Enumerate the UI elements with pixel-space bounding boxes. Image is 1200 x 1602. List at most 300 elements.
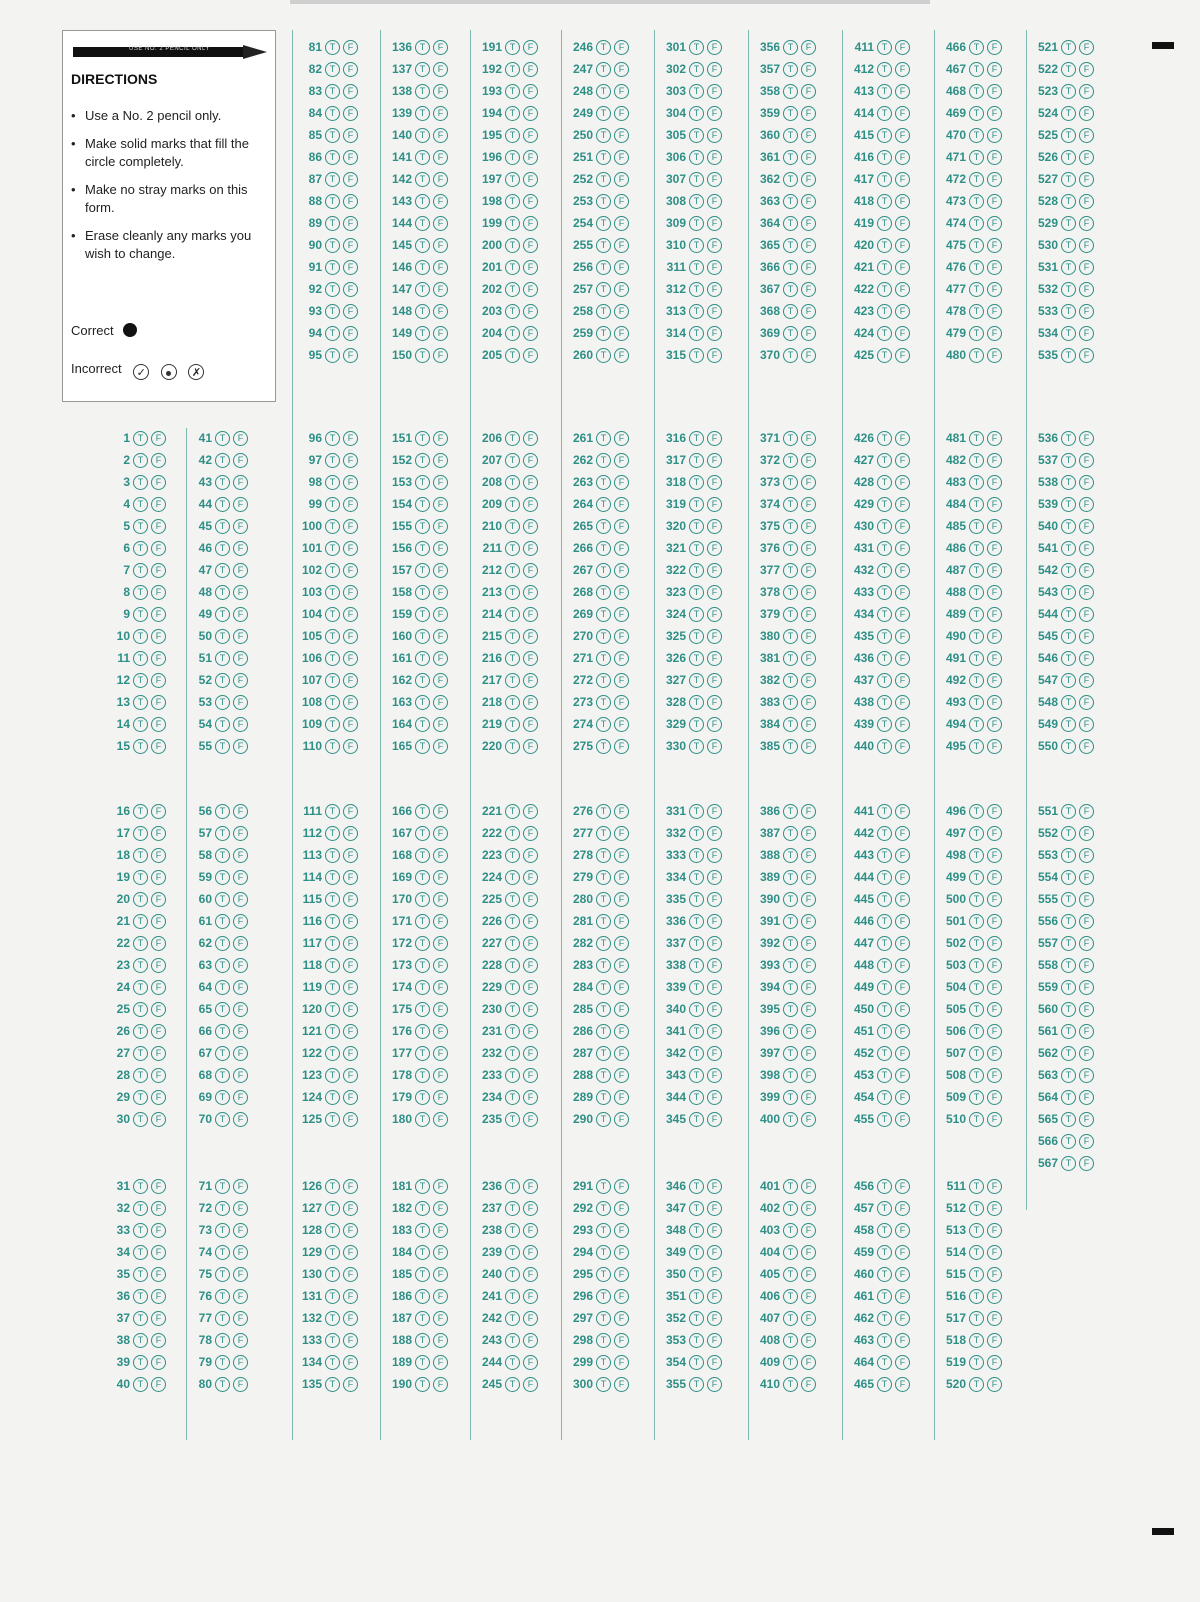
false-bubble[interactable]: F	[233, 1311, 248, 1326]
false-bubble[interactable]: F	[801, 326, 816, 341]
true-bubble[interactable]: T	[596, 1201, 611, 1216]
true-bubble[interactable]: T	[415, 172, 430, 187]
false-bubble[interactable]: F	[433, 431, 448, 446]
false-bubble[interactable]: F	[433, 673, 448, 688]
false-bubble[interactable]: F	[614, 1090, 629, 1105]
false-bubble[interactable]: F	[707, 1024, 722, 1039]
true-bubble[interactable]: T	[1061, 585, 1076, 600]
false-bubble[interactable]: F	[895, 980, 910, 995]
true-bubble[interactable]: T	[969, 585, 984, 600]
false-bubble[interactable]: F	[707, 892, 722, 907]
false-bubble[interactable]: F	[1079, 216, 1094, 231]
false-bubble[interactable]: F	[801, 673, 816, 688]
true-bubble[interactable]: T	[1061, 304, 1076, 319]
false-bubble[interactable]: F	[233, 980, 248, 995]
false-bubble[interactable]: F	[801, 475, 816, 490]
true-bubble[interactable]: T	[415, 739, 430, 754]
false-bubble[interactable]: F	[151, 1090, 166, 1105]
false-bubble[interactable]: F	[801, 804, 816, 819]
false-bubble[interactable]: F	[233, 651, 248, 666]
false-bubble[interactable]: F	[614, 348, 629, 363]
false-bubble[interactable]: F	[1079, 84, 1094, 99]
false-bubble[interactable]: F	[433, 128, 448, 143]
true-bubble[interactable]: T	[415, 84, 430, 99]
true-bubble[interactable]: T	[1061, 629, 1076, 644]
true-bubble[interactable]: T	[969, 673, 984, 688]
true-bubble[interactable]: T	[325, 326, 340, 341]
true-bubble[interactable]: T	[877, 585, 892, 600]
true-bubble[interactable]: T	[505, 216, 520, 231]
true-bubble[interactable]: T	[133, 936, 148, 951]
false-bubble[interactable]: F	[151, 1267, 166, 1282]
true-bubble[interactable]: T	[783, 431, 798, 446]
false-bubble[interactable]: F	[987, 826, 1002, 841]
true-bubble[interactable]: T	[215, 892, 230, 907]
false-bubble[interactable]: F	[151, 629, 166, 644]
false-bubble[interactable]: F	[343, 519, 358, 534]
true-bubble[interactable]: T	[689, 870, 704, 885]
true-bubble[interactable]: T	[415, 1377, 430, 1392]
false-bubble[interactable]: F	[614, 238, 629, 253]
false-bubble[interactable]: F	[987, 282, 1002, 297]
false-bubble[interactable]: F	[707, 282, 722, 297]
true-bubble[interactable]: T	[325, 216, 340, 231]
false-bubble[interactable]: F	[233, 914, 248, 929]
false-bubble[interactable]: F	[233, 541, 248, 556]
false-bubble[interactable]: F	[614, 1245, 629, 1260]
false-bubble[interactable]: F	[1079, 282, 1094, 297]
false-bubble[interactable]: F	[801, 84, 816, 99]
true-bubble[interactable]: T	[596, 804, 611, 819]
true-bubble[interactable]: T	[783, 106, 798, 121]
false-bubble[interactable]: F	[987, 717, 1002, 732]
true-bubble[interactable]: T	[1061, 194, 1076, 209]
false-bubble[interactable]: F	[343, 194, 358, 209]
false-bubble[interactable]: F	[433, 238, 448, 253]
false-bubble[interactable]: F	[895, 1289, 910, 1304]
true-bubble[interactable]: T	[133, 1179, 148, 1194]
true-bubble[interactable]: T	[133, 1333, 148, 1348]
true-bubble[interactable]: T	[969, 826, 984, 841]
false-bubble[interactable]: F	[895, 431, 910, 446]
false-bubble[interactable]: F	[523, 651, 538, 666]
false-bubble[interactable]: F	[343, 1311, 358, 1326]
true-bubble[interactable]: T	[596, 607, 611, 622]
false-bubble[interactable]: F	[801, 585, 816, 600]
false-bubble[interactable]: F	[801, 848, 816, 863]
true-bubble[interactable]: T	[1061, 541, 1076, 556]
false-bubble[interactable]: F	[151, 1223, 166, 1238]
true-bubble[interactable]: T	[325, 585, 340, 600]
false-bubble[interactable]: F	[433, 62, 448, 77]
true-bubble[interactable]: T	[783, 1024, 798, 1039]
true-bubble[interactable]: T	[689, 282, 704, 297]
false-bubble[interactable]: F	[343, 914, 358, 929]
false-bubble[interactable]: F	[801, 431, 816, 446]
true-bubble[interactable]: T	[215, 541, 230, 556]
true-bubble[interactable]: T	[877, 1333, 892, 1348]
false-bubble[interactable]: F	[151, 1002, 166, 1017]
false-bubble[interactable]: F	[433, 541, 448, 556]
true-bubble[interactable]: T	[1061, 651, 1076, 666]
false-bubble[interactable]: F	[523, 585, 538, 600]
false-bubble[interactable]: F	[151, 1046, 166, 1061]
false-bubble[interactable]: F	[343, 260, 358, 275]
true-bubble[interactable]: T	[596, 62, 611, 77]
true-bubble[interactable]: T	[877, 1112, 892, 1127]
false-bubble[interactable]: F	[987, 1112, 1002, 1127]
true-bubble[interactable]: T	[415, 541, 430, 556]
true-bubble[interactable]: T	[133, 453, 148, 468]
false-bubble[interactable]: F	[523, 695, 538, 710]
false-bubble[interactable]: F	[895, 804, 910, 819]
true-bubble[interactable]: T	[877, 892, 892, 907]
false-bubble[interactable]: F	[707, 238, 722, 253]
true-bubble[interactable]: T	[415, 216, 430, 231]
false-bubble[interactable]: F	[433, 1377, 448, 1392]
true-bubble[interactable]: T	[215, 673, 230, 688]
true-bubble[interactable]: T	[505, 673, 520, 688]
true-bubble[interactable]: T	[1061, 238, 1076, 253]
false-bubble[interactable]: F	[895, 1046, 910, 1061]
false-bubble[interactable]: F	[987, 348, 1002, 363]
true-bubble[interactable]: T	[877, 1223, 892, 1238]
false-bubble[interactable]: F	[523, 870, 538, 885]
true-bubble[interactable]: T	[415, 826, 430, 841]
true-bubble[interactable]: T	[415, 717, 430, 732]
true-bubble[interactable]: T	[689, 804, 704, 819]
true-bubble[interactable]: T	[215, 1179, 230, 1194]
false-bubble[interactable]: F	[707, 519, 722, 534]
false-bubble[interactable]: F	[233, 892, 248, 907]
false-bubble[interactable]: F	[233, 1267, 248, 1282]
true-bubble[interactable]: T	[877, 1289, 892, 1304]
false-bubble[interactable]: F	[343, 216, 358, 231]
true-bubble[interactable]: T	[415, 282, 430, 297]
true-bubble[interactable]: T	[215, 1223, 230, 1238]
true-bubble[interactable]: T	[783, 563, 798, 578]
true-bubble[interactable]: T	[969, 1311, 984, 1326]
false-bubble[interactable]: F	[707, 1289, 722, 1304]
true-bubble[interactable]: T	[415, 326, 430, 341]
false-bubble[interactable]: F	[233, 585, 248, 600]
false-bubble[interactable]: F	[523, 348, 538, 363]
false-bubble[interactable]: F	[151, 695, 166, 710]
false-bubble[interactable]: F	[801, 216, 816, 231]
false-bubble[interactable]: F	[614, 848, 629, 863]
false-bubble[interactable]: F	[895, 497, 910, 512]
false-bubble[interactable]: F	[1079, 1002, 1094, 1017]
false-bubble[interactable]: F	[343, 739, 358, 754]
true-bubble[interactable]: T	[415, 607, 430, 622]
true-bubble[interactable]: T	[689, 541, 704, 556]
true-bubble[interactable]: T	[689, 1068, 704, 1083]
true-bubble[interactable]: T	[969, 1112, 984, 1127]
false-bubble[interactable]: F	[343, 1179, 358, 1194]
false-bubble[interactable]: F	[343, 128, 358, 143]
true-bubble[interactable]: T	[1061, 695, 1076, 710]
false-bubble[interactable]: F	[151, 1377, 166, 1392]
false-bubble[interactable]: F	[1079, 673, 1094, 688]
true-bubble[interactable]: T	[969, 739, 984, 754]
true-bubble[interactable]: T	[783, 695, 798, 710]
false-bubble[interactable]: F	[801, 870, 816, 885]
false-bubble[interactable]: F	[614, 1068, 629, 1083]
true-bubble[interactable]: T	[783, 1201, 798, 1216]
true-bubble[interactable]: T	[877, 238, 892, 253]
true-bubble[interactable]: T	[877, 84, 892, 99]
true-bubble[interactable]: T	[415, 194, 430, 209]
false-bubble[interactable]: F	[343, 1289, 358, 1304]
false-bubble[interactable]: F	[614, 1289, 629, 1304]
false-bubble[interactable]: F	[233, 431, 248, 446]
false-bubble[interactable]: F	[523, 958, 538, 973]
true-bubble[interactable]: T	[969, 563, 984, 578]
false-bubble[interactable]: F	[895, 695, 910, 710]
true-bubble[interactable]: T	[415, 1002, 430, 1017]
false-bubble[interactable]: F	[895, 282, 910, 297]
true-bubble[interactable]: T	[215, 453, 230, 468]
true-bubble[interactable]: T	[415, 1311, 430, 1326]
true-bubble[interactable]: T	[969, 304, 984, 319]
false-bubble[interactable]: F	[343, 651, 358, 666]
true-bubble[interactable]: T	[215, 563, 230, 578]
false-bubble[interactable]: F	[151, 431, 166, 446]
true-bubble[interactable]: T	[596, 673, 611, 688]
true-bubble[interactable]: T	[1061, 40, 1076, 55]
true-bubble[interactable]: T	[783, 1179, 798, 1194]
false-bubble[interactable]: F	[895, 585, 910, 600]
false-bubble[interactable]: F	[523, 826, 538, 841]
false-bubble[interactable]: F	[1079, 40, 1094, 55]
false-bubble[interactable]: F	[801, 717, 816, 732]
false-bubble[interactable]: F	[895, 826, 910, 841]
false-bubble[interactable]: F	[343, 106, 358, 121]
false-bubble[interactable]: F	[233, 519, 248, 534]
true-bubble[interactable]: T	[415, 629, 430, 644]
false-bubble[interactable]: F	[707, 651, 722, 666]
false-bubble[interactable]: F	[707, 1179, 722, 1194]
false-bubble[interactable]: F	[523, 1201, 538, 1216]
false-bubble[interactable]: F	[343, 1223, 358, 1238]
true-bubble[interactable]: T	[783, 870, 798, 885]
true-bubble[interactable]: T	[969, 1267, 984, 1282]
false-bubble[interactable]: F	[614, 980, 629, 995]
false-bubble[interactable]: F	[614, 1046, 629, 1061]
false-bubble[interactable]: F	[343, 870, 358, 885]
true-bubble[interactable]: T	[596, 172, 611, 187]
true-bubble[interactable]: T	[689, 914, 704, 929]
false-bubble[interactable]: F	[433, 453, 448, 468]
false-bubble[interactable]: F	[343, 1090, 358, 1105]
true-bubble[interactable]: T	[133, 892, 148, 907]
false-bubble[interactable]: F	[1079, 1134, 1094, 1149]
false-bubble[interactable]: F	[433, 936, 448, 951]
false-bubble[interactable]: F	[233, 1201, 248, 1216]
true-bubble[interactable]: T	[969, 541, 984, 556]
true-bubble[interactable]: T	[969, 695, 984, 710]
false-bubble[interactable]: F	[433, 1090, 448, 1105]
true-bubble[interactable]: T	[325, 1002, 340, 1017]
true-bubble[interactable]: T	[783, 128, 798, 143]
false-bubble[interactable]: F	[801, 1179, 816, 1194]
true-bubble[interactable]: T	[215, 1201, 230, 1216]
false-bubble[interactable]: F	[343, 892, 358, 907]
false-bubble[interactable]: F	[614, 172, 629, 187]
false-bubble[interactable]: F	[343, 1024, 358, 1039]
false-bubble[interactable]: F	[707, 739, 722, 754]
true-bubble[interactable]: T	[505, 1289, 520, 1304]
true-bubble[interactable]: T	[1061, 1068, 1076, 1083]
true-bubble[interactable]: T	[783, 848, 798, 863]
true-bubble[interactable]: T	[689, 431, 704, 446]
true-bubble[interactable]: T	[969, 804, 984, 819]
false-bubble[interactable]: F	[151, 892, 166, 907]
true-bubble[interactable]: T	[505, 84, 520, 99]
true-bubble[interactable]: T	[969, 1024, 984, 1039]
true-bubble[interactable]: T	[689, 563, 704, 578]
false-bubble[interactable]: F	[987, 1245, 1002, 1260]
false-bubble[interactable]: F	[895, 607, 910, 622]
false-bubble[interactable]: F	[895, 739, 910, 754]
true-bubble[interactable]: T	[596, 585, 611, 600]
true-bubble[interactable]: T	[415, 870, 430, 885]
true-bubble[interactable]: T	[325, 150, 340, 165]
true-bubble[interactable]: T	[1061, 958, 1076, 973]
false-bubble[interactable]: F	[523, 1046, 538, 1061]
false-bubble[interactable]: F	[343, 172, 358, 187]
true-bubble[interactable]: T	[415, 804, 430, 819]
false-bubble[interactable]: F	[614, 607, 629, 622]
false-bubble[interactable]: F	[433, 1068, 448, 1083]
true-bubble[interactable]: T	[596, 892, 611, 907]
false-bubble[interactable]: F	[1079, 62, 1094, 77]
false-bubble[interactable]: F	[707, 84, 722, 99]
false-bubble[interactable]: F	[151, 980, 166, 995]
false-bubble[interactable]: F	[707, 326, 722, 341]
false-bubble[interactable]: F	[614, 106, 629, 121]
true-bubble[interactable]: T	[1061, 475, 1076, 490]
true-bubble[interactable]: T	[1061, 497, 1076, 512]
false-bubble[interactable]: F	[343, 304, 358, 319]
false-bubble[interactable]: F	[343, 826, 358, 841]
true-bubble[interactable]: T	[1061, 431, 1076, 446]
false-bubble[interactable]: F	[895, 914, 910, 929]
true-bubble[interactable]: T	[505, 62, 520, 77]
true-bubble[interactable]: T	[415, 453, 430, 468]
true-bubble[interactable]: T	[969, 1355, 984, 1370]
true-bubble[interactable]: T	[325, 1333, 340, 1348]
false-bubble[interactable]: F	[801, 607, 816, 622]
true-bubble[interactable]: T	[505, 1179, 520, 1194]
false-bubble[interactable]: F	[614, 870, 629, 885]
false-bubble[interactable]: F	[523, 848, 538, 863]
false-bubble[interactable]: F	[343, 326, 358, 341]
false-bubble[interactable]: F	[151, 1179, 166, 1194]
true-bubble[interactable]: T	[1061, 106, 1076, 121]
false-bubble[interactable]: F	[895, 936, 910, 951]
false-bubble[interactable]: F	[523, 304, 538, 319]
false-bubble[interactable]: F	[151, 870, 166, 885]
true-bubble[interactable]: T	[325, 194, 340, 209]
false-bubble[interactable]: F	[987, 1267, 1002, 1282]
true-bubble[interactable]: T	[596, 348, 611, 363]
true-bubble[interactable]: T	[215, 1311, 230, 1326]
true-bubble[interactable]: T	[689, 238, 704, 253]
true-bubble[interactable]: T	[325, 607, 340, 622]
true-bubble[interactable]: T	[969, 128, 984, 143]
true-bubble[interactable]: T	[415, 150, 430, 165]
false-bubble[interactable]: F	[987, 1289, 1002, 1304]
false-bubble[interactable]: F	[895, 475, 910, 490]
false-bubble[interactable]: F	[801, 1002, 816, 1017]
true-bubble[interactable]: T	[133, 958, 148, 973]
true-bubble[interactable]: T	[783, 958, 798, 973]
false-bubble[interactable]: F	[614, 1377, 629, 1392]
true-bubble[interactable]: T	[325, 260, 340, 275]
false-bubble[interactable]: F	[707, 475, 722, 490]
false-bubble[interactable]: F	[614, 1267, 629, 1282]
false-bubble[interactable]: F	[614, 541, 629, 556]
false-bubble[interactable]: F	[343, 1068, 358, 1083]
true-bubble[interactable]: T	[215, 848, 230, 863]
true-bubble[interactable]: T	[215, 1355, 230, 1370]
false-bubble[interactable]: F	[233, 453, 248, 468]
true-bubble[interactable]: T	[215, 980, 230, 995]
false-bubble[interactable]: F	[523, 106, 538, 121]
true-bubble[interactable]: T	[596, 431, 611, 446]
true-bubble[interactable]: T	[415, 651, 430, 666]
false-bubble[interactable]: F	[1079, 497, 1094, 512]
false-bubble[interactable]: F	[707, 717, 722, 732]
true-bubble[interactable]: T	[596, 1002, 611, 1017]
true-bubble[interactable]: T	[215, 1024, 230, 1039]
false-bubble[interactable]: F	[433, 497, 448, 512]
true-bubble[interactable]: T	[325, 304, 340, 319]
true-bubble[interactable]: T	[1061, 62, 1076, 77]
true-bubble[interactable]: T	[505, 348, 520, 363]
false-bubble[interactable]: F	[895, 1355, 910, 1370]
true-bubble[interactable]: T	[689, 260, 704, 275]
false-bubble[interactable]: F	[987, 563, 1002, 578]
false-bubble[interactable]: F	[987, 150, 1002, 165]
true-bubble[interactable]: T	[877, 804, 892, 819]
true-bubble[interactable]: T	[415, 914, 430, 929]
true-bubble[interactable]: T	[325, 40, 340, 55]
true-bubble[interactable]: T	[969, 1090, 984, 1105]
false-bubble[interactable]: F	[1079, 1156, 1094, 1171]
true-bubble[interactable]: T	[133, 1223, 148, 1238]
false-bubble[interactable]: F	[895, 40, 910, 55]
false-bubble[interactable]: F	[987, 238, 1002, 253]
true-bubble[interactable]: T	[596, 980, 611, 995]
true-bubble[interactable]: T	[877, 673, 892, 688]
true-bubble[interactable]: T	[415, 848, 430, 863]
true-bubble[interactable]: T	[1061, 128, 1076, 143]
true-bubble[interactable]: T	[689, 304, 704, 319]
false-bubble[interactable]: F	[433, 739, 448, 754]
false-bubble[interactable]: F	[987, 848, 1002, 863]
true-bubble[interactable]: T	[689, 453, 704, 468]
true-bubble[interactable]: T	[415, 980, 430, 995]
false-bubble[interactable]: F	[801, 1112, 816, 1127]
false-bubble[interactable]: F	[433, 1311, 448, 1326]
true-bubble[interactable]: T	[689, 1355, 704, 1370]
false-bubble[interactable]: F	[233, 673, 248, 688]
true-bubble[interactable]: T	[325, 475, 340, 490]
true-bubble[interactable]: T	[689, 892, 704, 907]
true-bubble[interactable]: T	[969, 475, 984, 490]
